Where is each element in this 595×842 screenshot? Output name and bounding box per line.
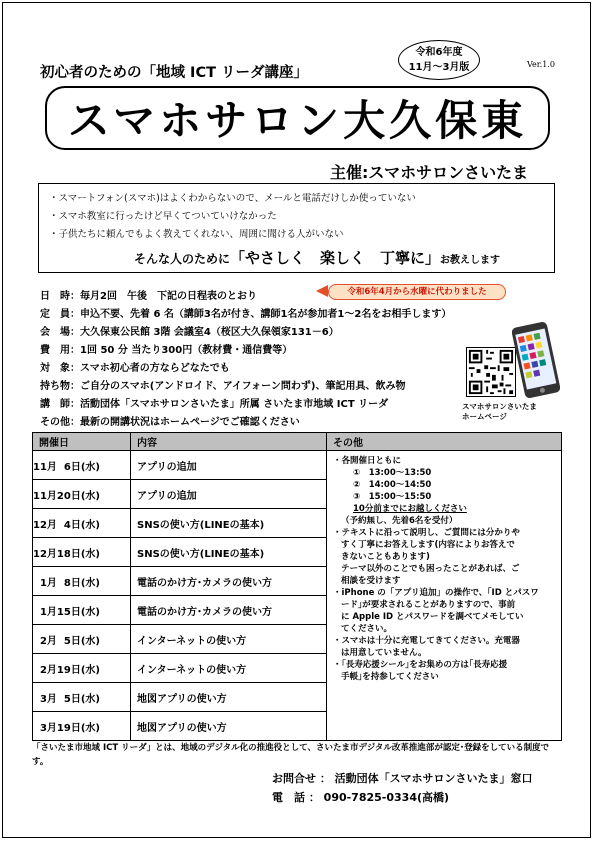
row-content: 地図アプリの使い方 (131, 683, 327, 712)
row-date: 12月 4日(水) (33, 509, 131, 538)
intro-box (38, 183, 555, 273)
tagline-main: 「やさしく 楽しく 丁寧に」 (230, 249, 441, 267)
row-date: 12月18日(水) (33, 538, 131, 567)
page-title: スマホサロン大久保東 (45, 86, 550, 150)
schedule-change-note: 令和6年4月から水曜に代わりました (328, 284, 506, 300)
other-line: ② 14:00～14:50 (353, 480, 432, 490)
row-content: インターネットの使い方 (131, 654, 327, 683)
info-belongings: 持ち物：ご自分のスマホ(アンドロイド、アイフォーン問わず)、筆記用具、飲み物 (40, 381, 406, 392)
row-date: 11月 6日(水) (33, 451, 131, 480)
other-line: 10分前までにお越しください (353, 504, 467, 514)
info-venue: 会 場：大久保東公民館 3階 会議室4（桜区大久保領家131－6） (40, 327, 339, 338)
other-line: ・テキストに沿って説明し、ご質問には分かりや (333, 528, 520, 538)
row-content: インターネットの使い方 (131, 625, 327, 654)
other-line: きないこともあります) (341, 552, 430, 562)
table-row (33, 451, 562, 480)
other-line: に Apple ID とパスワードを調べてメモしてい (341, 612, 524, 622)
other-line: てください。 (341, 624, 393, 634)
tagline (134, 247, 500, 268)
edition-year: 令和6年度 (415, 47, 463, 58)
intro-line: ・スマートフォン(スマホ)はよくわからないので、メールと電話だけしか使っていない (49, 193, 416, 204)
contact-phone[interactable]: 電 話 ： 090-7825-0334(高橋) (272, 791, 450, 804)
row-content: アプリの追加 (131, 451, 327, 480)
course-subtitle: 初心者のための「地域 ICT リーダ講座」 (40, 65, 309, 81)
other-line: ード｣が要求されることがありますので、事前 (341, 600, 516, 610)
info-capacity: 定 員：申込不要、先着 6 名（講師3名が付き、講師1名が参加者1～2名をお相手します） (40, 309, 452, 320)
contact-inquiry: お問合せ ： 活動団体「スマホサロンさいたま」窓口 (272, 772, 533, 785)
other-line: ・iPhone の「アプリ追加」の操作で、｢ID とパスワ (333, 588, 539, 598)
info-datetime: 日 時：毎月2回 午後 下記の日程表のとおり (40, 291, 257, 302)
qr-caption-line: ホームページ (462, 412, 507, 421)
header-content: 内容 (131, 433, 327, 451)
ict-leader-definition: 「さいたま市地域 ICT リーダ」とは、地域のデジタル化の推進役として、さいたま市デジタル改革推進部が認定･登録をしている制度です。 (32, 743, 550, 767)
other-line: ・スマホは十分に充電してきてください。充電器 (333, 636, 520, 646)
row-date: 11月20日(水) (33, 480, 131, 509)
intro-line: ・スマホ教室に行ったけど早くてついていけなかった (49, 211, 277, 222)
note-arrow-icon (316, 285, 328, 297)
row-date: 3月19日(水) (33, 712, 131, 741)
row-date: 1月15日(水) (33, 596, 131, 625)
qr-caption (462, 402, 537, 422)
other-line: ・｢長寿応援シール｣をお集めの方は｢長寿応援 (333, 660, 508, 670)
edition-period: 11月～3月版 (408, 62, 470, 73)
table-header-row (33, 433, 562, 451)
info-other: その他：最新の開講状況はホームページでご確認ください (40, 417, 300, 428)
tagline-pre: そんな人のために (134, 252, 231, 266)
row-content: 電話のかけ方･カメラの使い方 (131, 567, 327, 596)
edition-badge (398, 40, 480, 80)
tagline-post: お教えします (440, 255, 501, 266)
other-line: ③ 15:00～15:50 (353, 492, 432, 502)
other-line: テーマ以外のことでも困ったことがあれば、ご (341, 564, 520, 574)
header-other: その他 (327, 433, 562, 451)
row-date: 2月19日(水) (33, 654, 131, 683)
other-line: 手帳｣を持参してください (341, 672, 439, 682)
schedule-table (32, 432, 562, 741)
other-line: すく丁寧にお答えします(内容によりお答えで (341, 540, 515, 550)
qr-caption-line: スマホサロンさいたま (462, 402, 537, 411)
version-label: Ver.1.0 (527, 60, 555, 69)
row-content: 電話のかけ方･カメラの使い方 (131, 596, 327, 625)
row-content: SNSの使い方(LINEの基本) (131, 538, 327, 567)
row-date: 2月 5日(水) (33, 625, 131, 654)
other-line: は用意していません。 (341, 648, 427, 658)
other-line: 相談を受けます (341, 576, 401, 586)
qr-code-icon[interactable] (466, 347, 516, 397)
row-content: アプリの追加 (131, 480, 327, 509)
info-fee: 費 用：1回 50 分 当たり300円（教材費・通信費等） (40, 345, 293, 356)
info-target: 対 象：スマホ初心者の方ならどなたでも (40, 363, 230, 374)
row-content: SNSの使い方(LINEの基本) (131, 509, 327, 538)
other-line: ① 13:00～13:50 (353, 468, 432, 478)
other-line: （予約無し、先着6名を受付） (341, 516, 458, 526)
row-date: 3月 5日(水) (33, 683, 131, 712)
other-notes (327, 451, 562, 741)
organizer: 主催:スマホサロンさいたま (330, 163, 529, 182)
intro-line: ・子供たちに頼んでもよく教えてくれない、周囲に聞ける人がいない (49, 229, 344, 240)
other-line: ・各開催日ともに (333, 456, 402, 466)
smartphone-icon (512, 320, 560, 400)
row-content: 地図アプリの使い方 (131, 712, 327, 741)
info-instructor: 講 師：活動団体「スマホサロンさいたま」所属 さいたま市地域 ICT リーダ (40, 399, 389, 410)
header-date: 開催日 (33, 433, 131, 451)
row-date: 1月 8日(水) (33, 567, 131, 596)
